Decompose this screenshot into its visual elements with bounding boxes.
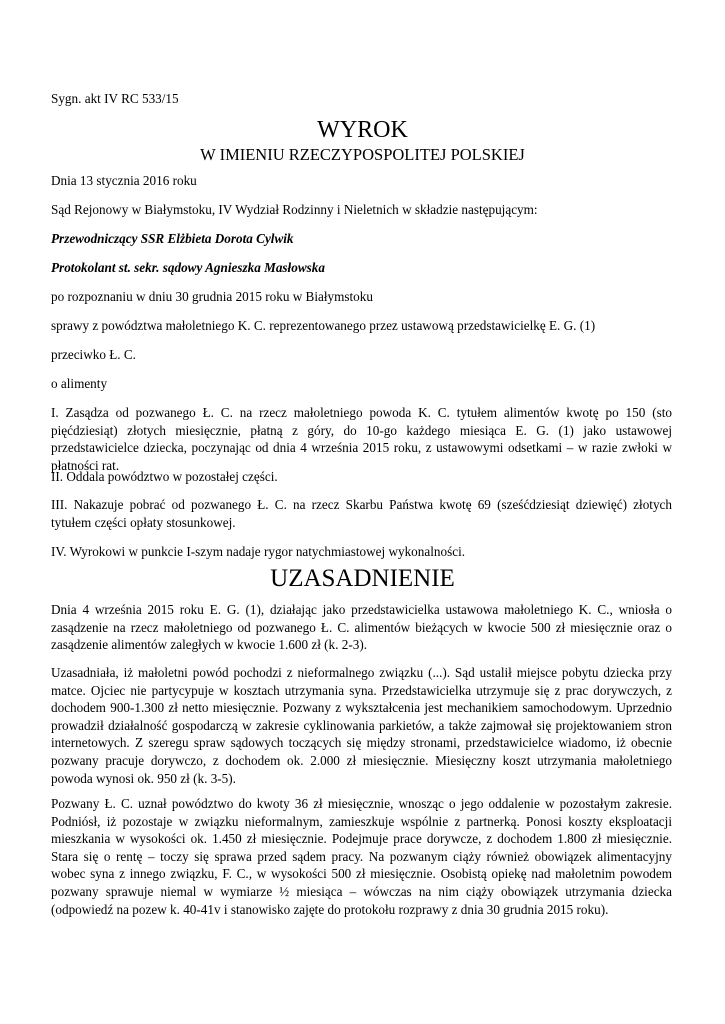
judgment-date: Dnia 13 stycznia 2016 roku [51,173,197,188]
court-clerk: Protokolant st. sekr. sądowy Agnieszka Masłowska [51,260,325,275]
justification-paragraph: Pozwany Ł. C. uznał powództwo do kwoty 36 zł miesięcznie, wnosząc o jego oddalenie w pozostałym zakresie. Podniósł, iż pozostaje w związku nieformalnym, zamieszkuje wspólnie z partnerką. Ponosi koszty eksploatacji mieszkania w wysokości ok. 1.450 zł miesięcznie. Podejmuje prace dorywcze, z dochodem 1.800 zł miesięcznie. Stara się o rentę – toczy się sprawa przed sądem pracy. Na pozwanym ciąży również obowiązek alimentacyjny wobec syna z innego związku, F. C., w wysokości 500 zł miesięcznie. Osobistą opiekę nad małoletnim powodem pozwany sprawuje niemal w wymiarze ½ miesiąca – wówczas na nim ciąży obowiązek utrzymania dziecka (odpowiedź na pozew k. 40-41v i stanowisko zajęte do protokołu rozprawy z dnia 30 grudnia 2015 roku). [51,796,672,917]
case-subject: o alimenty [51,376,108,391]
justification-paragraph: Uzasadniała, iż małoletni powód pochodzi z nieformalnego związku (...). Sąd ustalił miejsce pobytu dziecka przy matce. Ojciec nie partycypuje w kosztach utrzymania syna. Przedstawicielka utrzymuje się z prac dorywczych, z dochodem 900-1.300 zł netto miesięcznie. Pozwany z wykształcenia jest mechanikiem samochodowym. Uprzednio prowadził działalność gospodarczą w zakresie cyklinowania parkietów, a także zajmował się projektowaniem stron internetowych. Z szeregu spraw sądowych toczących się między stronami, przedstawicielce wiadomo, iż obecnie pozwany pracuje dorywczo, z dochodem ok. 2.000 zł miesięcznie. Miesięczny koszt utrzymania małoletniego powoda wynosi ok. 950 zł (k. 3-5). [51,665,672,786]
hearing-info: po rozpoznaniu w dniu 30 grudnia 2015 roku w Białymstoku [51,289,373,304]
document-subtitle: W IMIENIU RZECZYPOSPOLITEJ POLSKIEJ [200,145,525,164]
case-signature: Sygn. akt IV RC 533/15 [51,91,179,106]
ruling-item: I. Zasądza od pozwanego Ł. C. na rzecz małoletniego powoda K. C. tytułem alimentów kwotę po 150 (sto pięćdziesiąt) złotych miesięcznie, płatną z góry, do 10-go każdego miesiąca E. G. (1) jako ustawowej przedstawicielce dziecka, poczynając od dnia 4 września 2015 roku, z ustawowymi odsetkami – w razie zwłoki w płatności rat. [51,405,672,473]
court-composition: Sąd Rejonowy w Białymstoku, IV Wydział Rodzinny i Nieletnich w składzie następującym: [51,202,538,217]
ruling-item: III. Nakazuje pobrać od pozwanego Ł. C. na rzecz Skarbu Państwa kwotę 69 (sześćdziesiąt dziewięć) złotych tytułem części opłaty stosunkowej. [51,497,672,530]
ruling-item: IV. Wyrokowi w punkcie I-szym nadaje rygor natychmiastowej wykonalności. [51,544,466,559]
justification-title: UZASADNIENIE [270,565,455,592]
case-description: sprawy z powództwa małoletniego K. C. reprezentowanego przez ustawową przedstawicielkę E. G. (1) [51,318,596,333]
ruling-item: II. Oddala powództwo w pozostałej części. [51,469,278,484]
defendant: przeciwko Ł. C. [51,347,136,362]
justification-paragraph: Dnia 4 września 2015 roku E. G. (1), działając jako przedstawicielka ustawowa małoletniego K. C., wniosła o zasądzenie na rzecz małoletniego od pozwanego Ł. C. alimentów bieżących w kwocie 500 zł miesięcznie oraz o zasądzenie alimentów zaległych w kwocie 1.600 zł (k. 2-3). [51,602,672,653]
presiding-judge: Przewodniczący SSR Elżbieta Dorota Cylwik [51,231,294,246]
document-title: WYROK [317,117,408,143]
